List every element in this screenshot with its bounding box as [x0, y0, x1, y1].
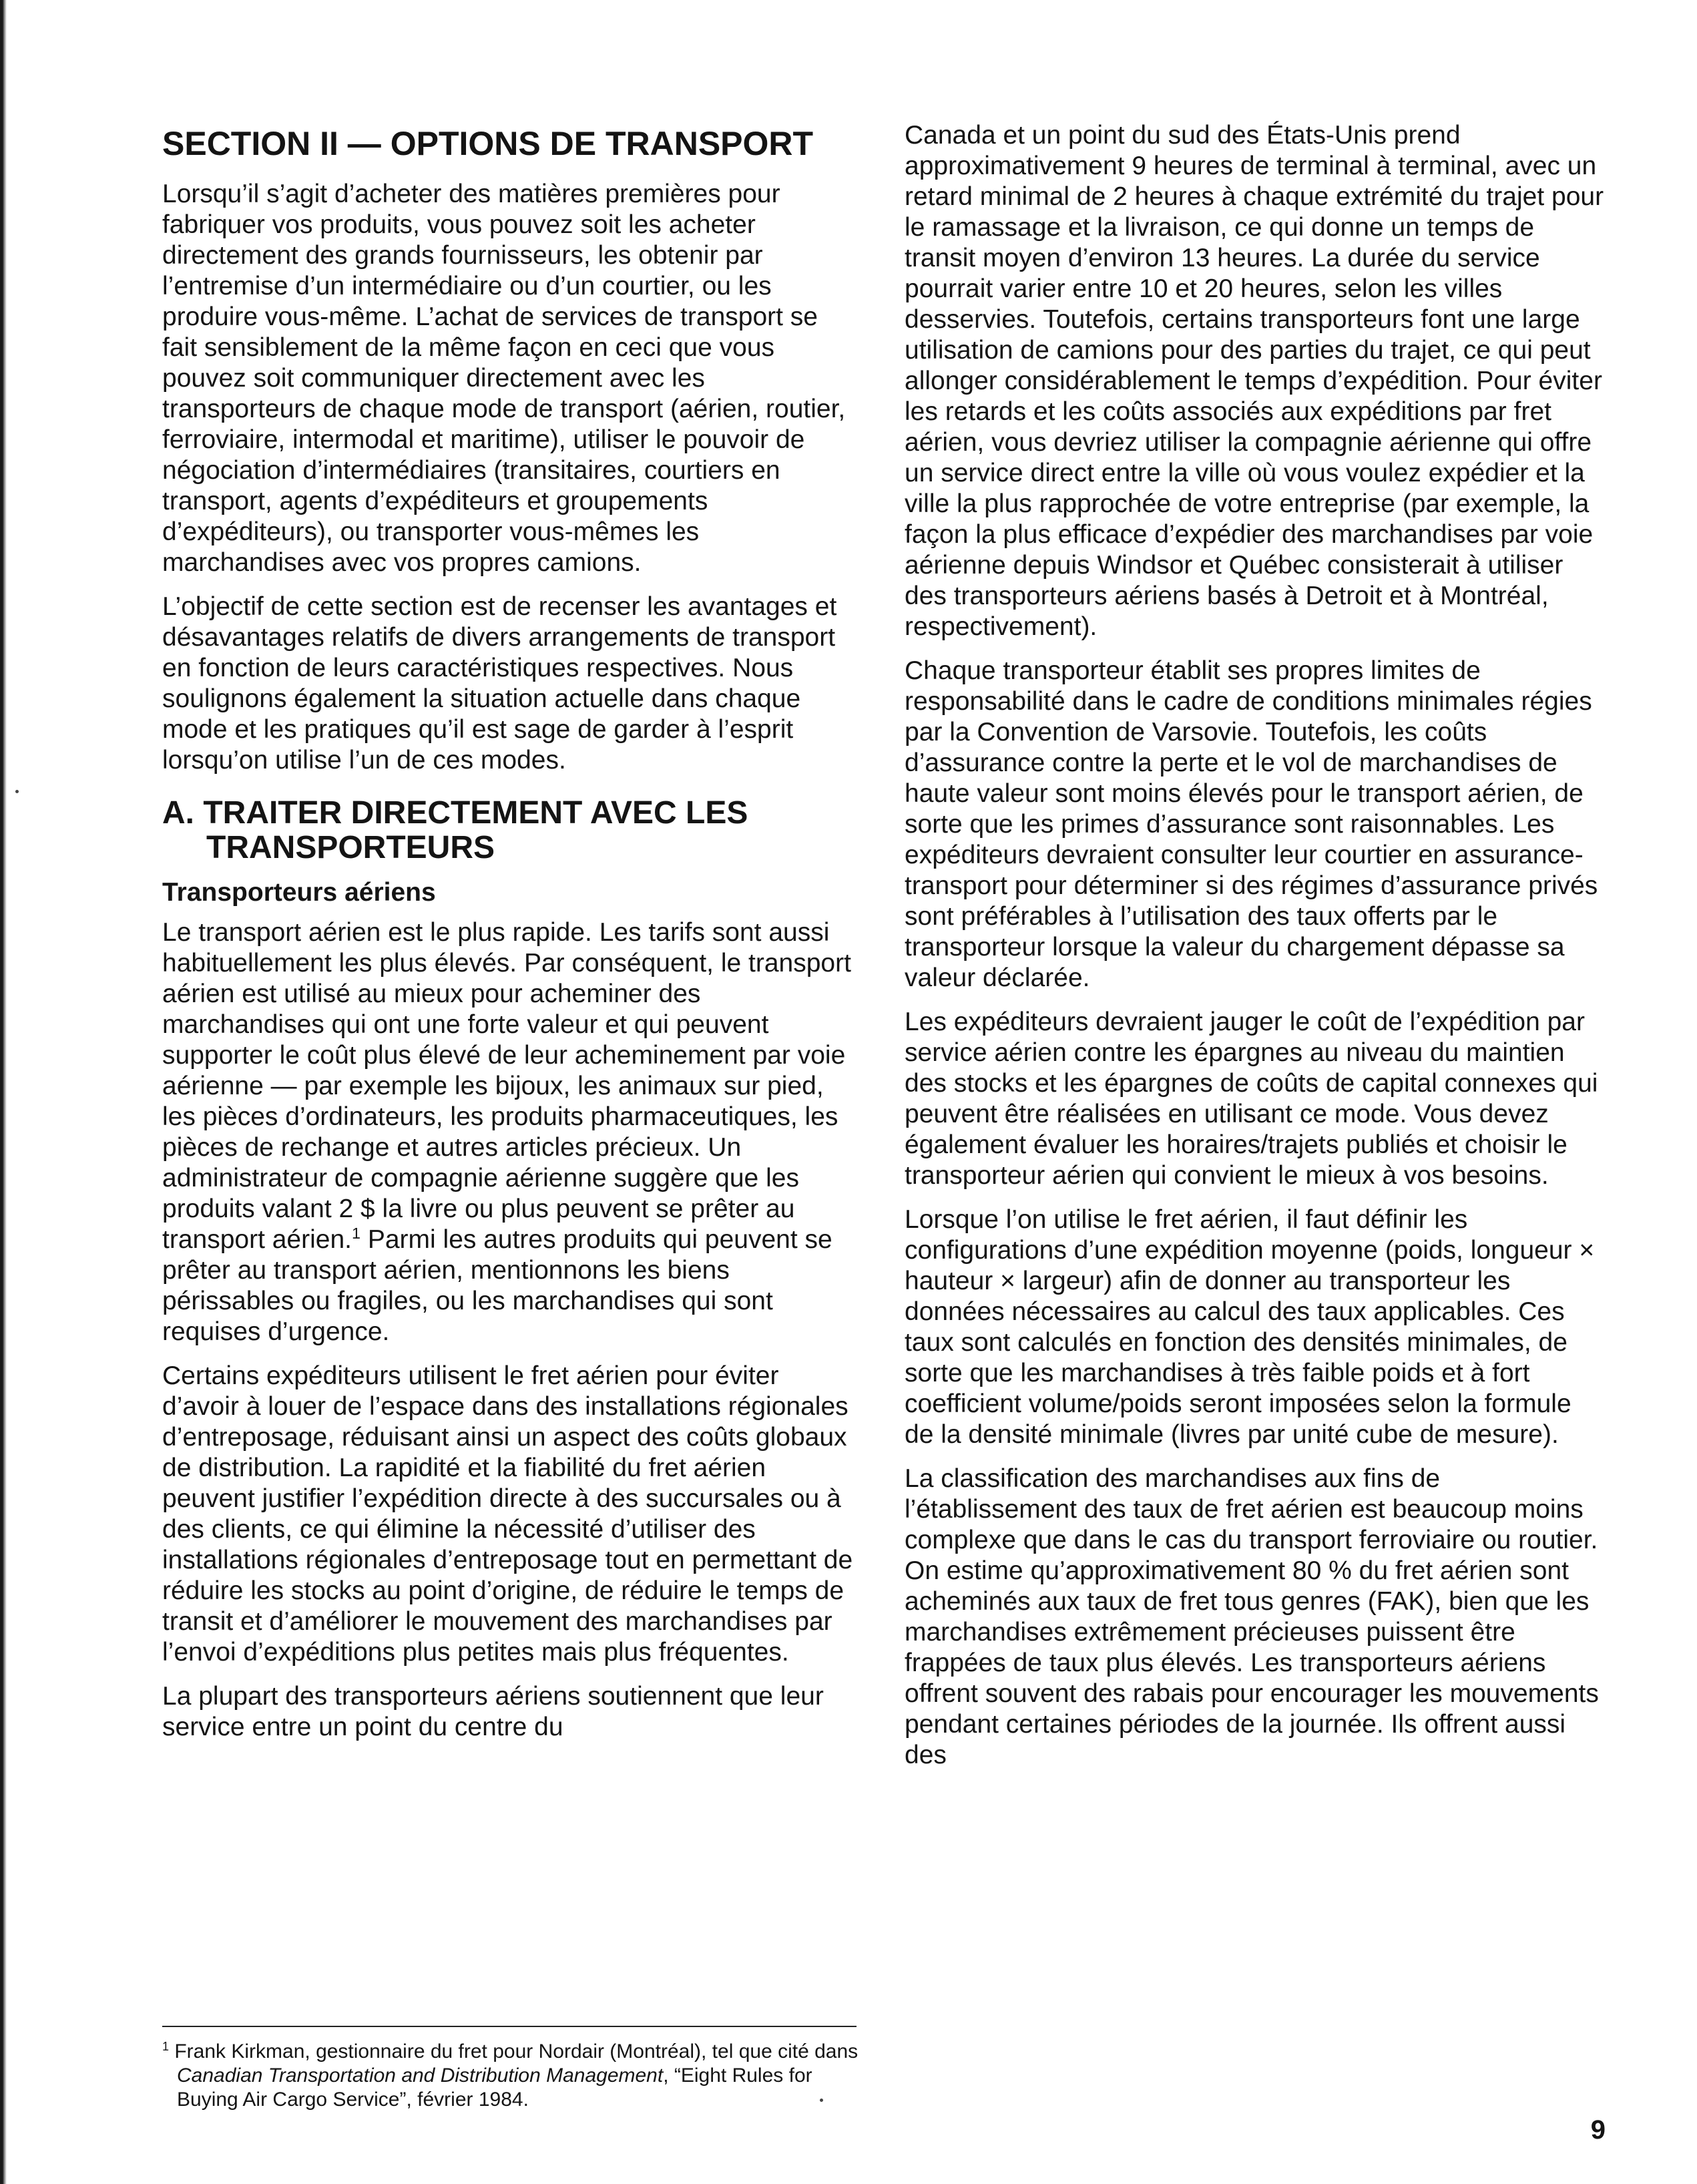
left-paragraph-3-text-a: Le transport aérien est le plus rapide. Les tarifs sont aussi habituellement les plus élevés. Par conséquent, le transport aérien est utilisé au mieux pour acheminer des marchandises qui ont une forte valeur et qui peuvent supporter le coût plus élevé de leur acheminement par voie aérienne — par exemple les bijoux, les animaux sur pied, les pièces d’ordinateurs, les produits pharmaceutiques, les pièces de rechange et autres articles précieux. Un administrateur de compagnie aérienne suggère que les produits valant 2 $ la livre ou plus peuvent se prêter au transport aérien. — [162, 918, 851, 1254]
right-paragraph-4: Lorsque l’on utilise le fret aérien, il faut définir les configurations d’une expédition moyenne (poids, longueur × hauteur × largeur) afin de donner au transporteur les données nécessaires au calcul des taux applicables. Ces taux sont calculés en fonction des densités minimales, de sorte que les marchandises à très faible poids et à fort coefficient volume/poids seront imposées selon la formule de la densité minimale (livres par unité cube de mesure). — [905, 1205, 1595, 1449]
footnote-text-b: , “Eight Rules for Buying Air Cargo Service”, février 1984. — [177, 2064, 812, 2111]
page-number: 9 — [1590, 2115, 1606, 2145]
left-paragraph-4: Certains expéditeurs utilisent le fret aérien pour éviter d’avoir à louer de l’espace dans des installations régionales d’entreposage, réduisant ainsi un aspect des coûts globaux de distribution. La rapidité et la fiabilité du fret aérien peuvent justifier l’expédition directe à des succursales ou à des clients, ce qui élimine la nécessité d’utiliser des installations régionales d’entreposage tout en permettant de réduire les stocks au point d’origine, de réduire le temps de transit et d’améliorer le mouvement des marchandises par l’envoi d’expéditions plus petites mais plus fréquentes. — [162, 1361, 853, 1667]
right-paragraph-3: Les expéditeurs devraient jauger le coût de l’expédition par service aérien contre les épargnes au niveau du maintien des stocks et les épargnes de coûts de capital connexes qui peuvent être réalisées en utilisant ce mode. Vous devez également évaluer les horaires/trajets publiés et choisir le transporteur aérien qui convient le mieux à vos besoins. — [905, 1008, 1598, 1190]
section-title: SECTION II — OPTIONS DE TRANSPORT — [162, 125, 814, 162]
left-column — [162, 179, 857, 1756]
right-paragraph-2: Chaque transporteur établit ses propres limites de responsabilité dans le cadre de conditions minimales régies par la Convention de Varsovie. Toutefois, les coûts d’assurance contre la perte et le vol de marchandises de haute valeur sont moins élevés pour le transport aérien, de sorte que les primes d’assurance sont raisonnables. Les expéditeurs devraient consulter leur courtier en assurance-transport pour déterminer si des régimes d’assurance privés sont préférables à l’utilisation des taux offerts par le transporteur lorsque la valeur du chargement dépasse sa valeur déclarée. — [905, 656, 1598, 992]
footnote-text-a: Frank Kirkman, gestionnaire du fret pour Nordair (Montréal), tel que cité dans — [169, 2040, 859, 2062]
footnote-divider — [162, 2026, 857, 2027]
subheading-air-carriers: Transporteurs aériens — [162, 878, 436, 907]
left-paragraph-1: Lorsqu’il s’agit d’acheter des matières premières pour fabriquer vos produits, vous pouvez soit les acheter directement des grands fournisseurs, les obtenir par l’entremise d’un intermédiaire ou d’un courtier, ou les produire vous-même. L’achat de services de transport se fait sensiblement de la même façon en ceci que vous pouvez soit communiquer directement avec les transporteurs de chaque mode de transport (aérien, routier, ferroviaire, intermodal et maritime), utiliser le pouvoir de négociation d’intermédiaires (transitaires, courtiers en transport, agents d’expéditeurs et groupements d’expéditeurs), ou transporter vous-mêmes les marchandises avec vos propres camions. — [162, 180, 846, 577]
footnote-mark: 1 — [162, 2040, 170, 2053]
scan-speck — [820, 2099, 823, 2102]
subheading-a: A. TRAITER DIRECTEMENT AVEC LES TRANSPORTEURS — [162, 795, 748, 865]
binding-edge — [0, 0, 7, 2184]
footnote — [162, 2040, 871, 2112]
footnote-publication-title: Canadian Transportation and Distribution Management — [177, 2064, 664, 2087]
right-paragraph-1: Canada et un point du sud des États-Unis prend approximativement 9 heures de terminal à terminal, avec un retard minimal de 2 heures à chaque extrémité du trajet pour le ramassage et la livraison, ce qui donne un temps de transit moyen d’environ 13 heures. La durée du service pourrait varier entre 10 et 20 heures, selon les villes desservies. Toutefois, certains transporteurs font une large utilisation de camions pour des parties du trajet, ce qui peut allonger considérablement le temps d’expédition. Pour éviter les retards et les coûts associés aux expéditions par fret aérien, vous devriez utiliser la compagnie aérienne qui offre un service direct entre la ville où vous voulez expédier et la ville la plus rapprochée de votre entreprise (par exemple, la façon la plus efficace d’expédier des marchandises par voie aérienne depuis Windsor et Québec consisterait à utiliser des transporteurs aériens basés à Detroit et à Montréal, respectivement). — [905, 121, 1604, 641]
scan-speck — [15, 790, 19, 793]
footnote-reference: 1 — [352, 1225, 361, 1242]
right-paragraph-5: La classification des marchandises aux fins de l’établissement des taux de fret aérien est beaucoup moins complexe que dans le cas du transport ferroviaire ou routier. On estime qu’approximativement 80 % du fret aérien sont acheminés aux taux de fret tous genres (FAK), bien que les marchandises extrêmement précieuses puissent être frappées de taux plus élevés. Les transporteurs aériens offrent souvent des rabais pour encourager les mouvements pendant certaines périodes de la journée. Ils offrent aussi des — [905, 1464, 1599, 1769]
right-column — [905, 120, 1606, 1784]
left-paragraph-3 — [162, 917, 857, 1347]
left-paragraph-5: La plupart des transporteurs aériens soutiennent que leur service entre un point du centre du — [162, 1682, 824, 1741]
left-paragraph-2: L’objectif de cette section est de recenser les avantages et désavantages relatifs de divers arrangements de transport en fonction de leurs caractéristiques respectives. Nous soulignons également la situation actuelle dans chaque mode et les pratiques qu’il est sage de garder à l’esprit lorsqu’on utilise l’un de ces modes. — [162, 592, 837, 775]
left-paragraph-3-text-b: Parmi les autres produits qui peuvent se prêter au transport aérien, mentionnons les biens périssables ou fragiles, ou les marchandises qui sont requises d’urgence. — [162, 1225, 832, 1346]
